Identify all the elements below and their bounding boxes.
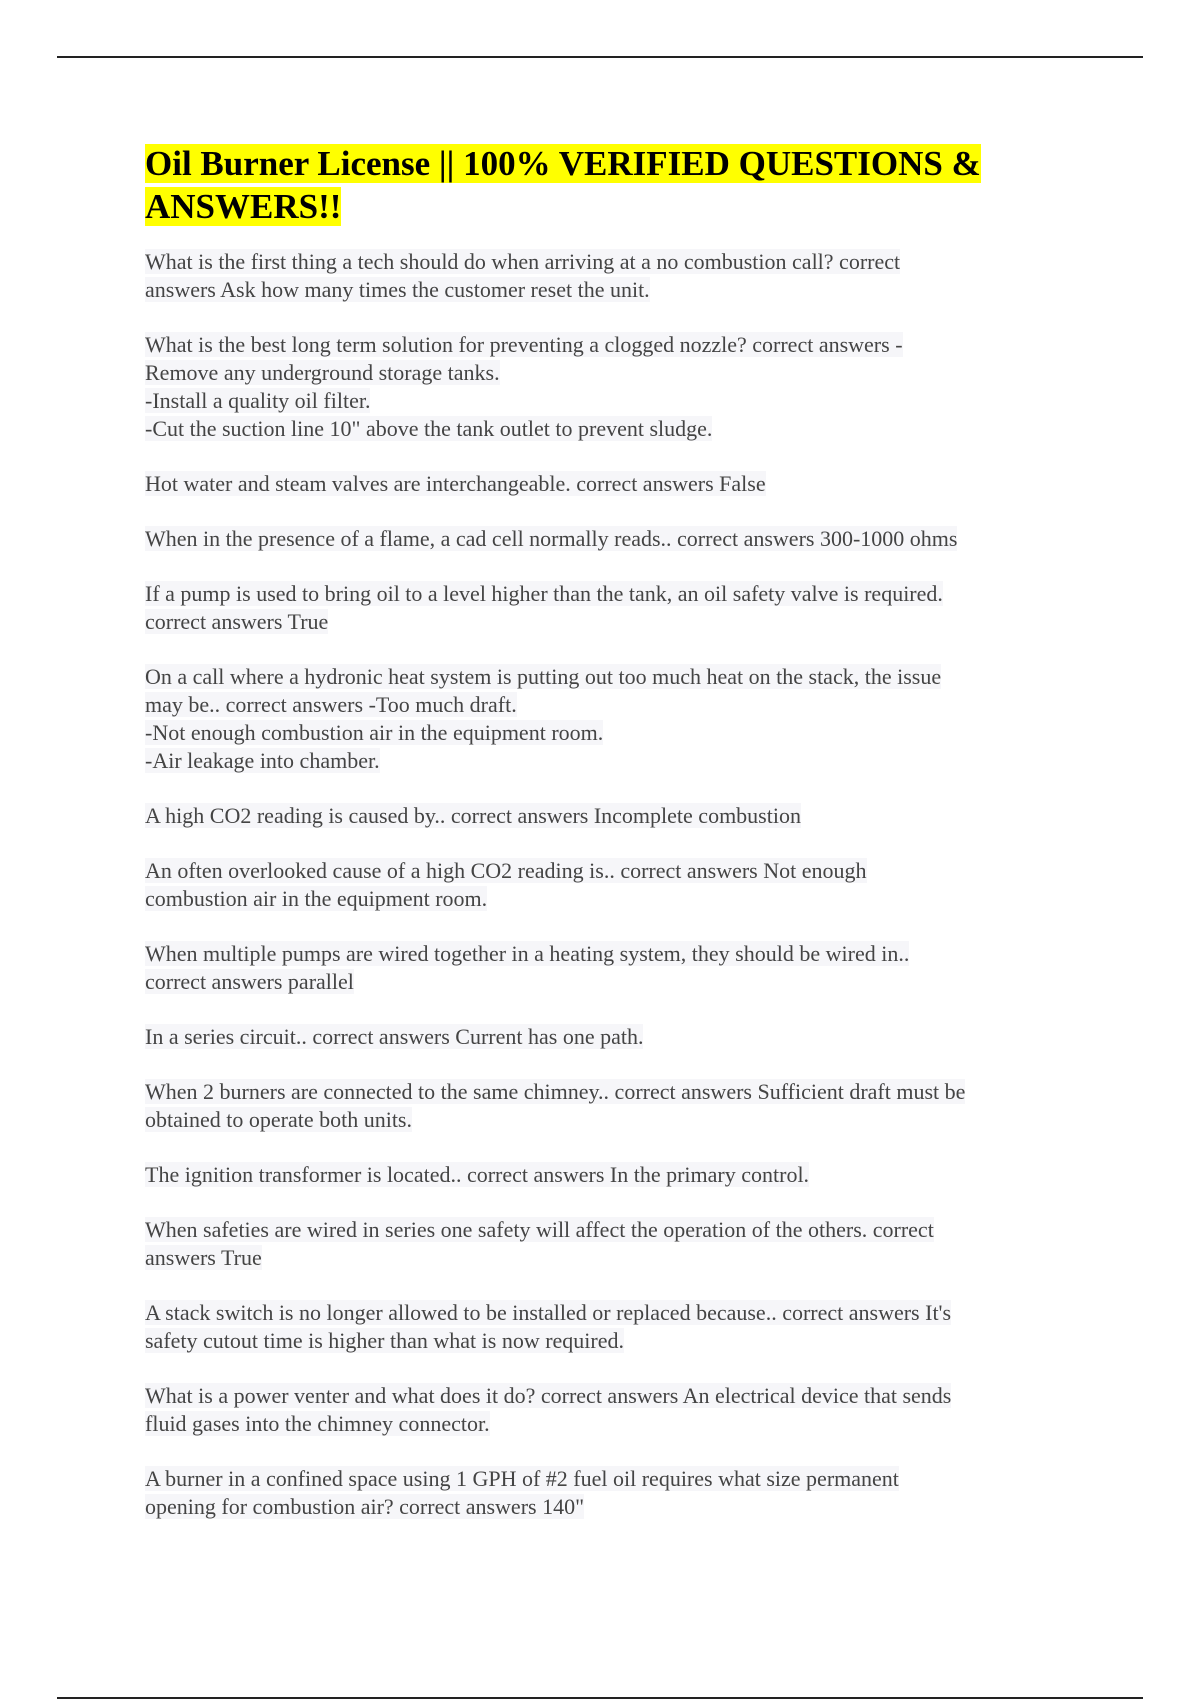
qa-text: may be.. correct answers -Too much draft. [145, 692, 517, 717]
qa-text: If a pump is used to bring oil to a level higher than the tank, an oil safety valve is required. [145, 581, 943, 606]
qa-line [145, 415, 1065, 443]
qa-line [145, 747, 1065, 775]
qa-line [145, 1493, 1065, 1521]
qa-item [145, 470, 1065, 498]
qa-line [145, 359, 1065, 387]
qa-text: What is the first thing a tech should do when arriving at a no combustion call? correct [145, 249, 901, 274]
qa-line [145, 525, 1065, 553]
qa-item [145, 1161, 1065, 1189]
qa-item [145, 802, 1065, 830]
qa-item [145, 940, 1065, 996]
qa-line [145, 387, 1065, 415]
qa-text: combustion air in the equipment room. [145, 886, 488, 911]
qa-text: answers Ask how many times the customer reset the unit. [145, 277, 650, 302]
document-body [145, 142, 1065, 1548]
qa-text: answers True [145, 1245, 262, 1270]
qa-item [145, 1216, 1065, 1272]
qa-text: opening for combustion air? correct answers 140" [145, 1494, 585, 1519]
qa-text: -Air leakage into chamber. [145, 748, 380, 773]
qa-text: What is the best long term solution for preventing a clogged nozzle? correct answers - [145, 332, 903, 357]
qa-line [145, 248, 1065, 276]
qa-line [145, 1216, 1065, 1244]
qa-line [145, 470, 1065, 498]
qa-item [145, 857, 1065, 913]
qa-text: correct answers True [145, 609, 329, 634]
qa-line [145, 1078, 1065, 1106]
qa-list [145, 248, 1065, 1521]
qa-item [145, 331, 1065, 443]
qa-line [145, 719, 1065, 747]
qa-line [145, 276, 1065, 304]
qa-line [145, 1244, 1065, 1272]
qa-text: What is a power venter and what does it do? correct answers An electrical device that sends [145, 1383, 952, 1408]
qa-item [145, 248, 1065, 304]
qa-text: obtained to operate both units. [145, 1107, 412, 1132]
qa-text: On a call where a hydronic heat system is putting out too much heat on the stack, the issue [145, 664, 942, 689]
qa-line [145, 968, 1065, 996]
qa-text: When safeties are wired in series one safety will affect the operation of the others. correct [145, 1217, 934, 1242]
qa-text: A burner in a confined space using 1 GPH of #2 fuel oil requires what size permanent [145, 1466, 899, 1491]
qa-text: -Not enough combustion air in the equipment room. [145, 720, 604, 745]
qa-text: A high CO2 reading is caused by.. correct answers Incomplete combustion [145, 803, 801, 828]
top-rule [57, 56, 1143, 58]
qa-text: safety cutout time is higher than what is now required. [145, 1328, 624, 1353]
qa-item [145, 1465, 1065, 1521]
qa-item [145, 1078, 1065, 1134]
qa-text: Hot water and steam valves are interchangeable. correct answers False [145, 471, 766, 496]
qa-text: When in the presence of a flame, a cad cell normally reads.. correct answers 300-1000 ohms [145, 526, 958, 551]
qa-line [145, 802, 1065, 830]
qa-text: Remove any underground storage tanks. [145, 360, 500, 385]
qa-line [145, 940, 1065, 968]
qa-line [145, 663, 1065, 691]
qa-text: A stack switch is no longer allowed to be installed or replaced because.. correct answers It's [145, 1300, 952, 1325]
qa-text: fluid gases into the chimney connector. [145, 1411, 490, 1436]
qa-item [145, 1299, 1065, 1355]
qa-item [145, 525, 1065, 553]
qa-line [145, 1382, 1065, 1410]
qa-line [145, 1410, 1065, 1438]
qa-line [145, 1327, 1065, 1355]
qa-text: The ignition transformer is located.. correct answers In the primary control. [145, 1162, 810, 1187]
qa-text: An often overlooked cause of a high CO2 reading is.. correct answers Not enough [145, 858, 867, 883]
qa-text: When multiple pumps are wired together in a heating system, they should be wired in.. [145, 941, 910, 966]
qa-line [145, 1023, 1065, 1051]
qa-item [145, 1023, 1065, 1051]
qa-text: -Install a quality oil filter. [145, 388, 371, 413]
qa-line [145, 580, 1065, 608]
qa-text: In a series circuit.. correct answers Current has one path. [145, 1024, 644, 1049]
qa-line [145, 1299, 1065, 1327]
qa-item [145, 1382, 1065, 1438]
qa-line [145, 1106, 1065, 1134]
qa-item [145, 663, 1065, 775]
qa-line [145, 1161, 1065, 1189]
bottom-rule [57, 1697, 1143, 1699]
qa-line [145, 608, 1065, 636]
qa-line [145, 857, 1065, 885]
title-highlight: Oil Burner License || 100% VERIFIED QUESTIONS & ANSWERS!! [145, 144, 981, 226]
qa-text: correct answers parallel [145, 969, 354, 994]
qa-line [145, 691, 1065, 719]
qa-line [145, 1465, 1065, 1493]
document-title [145, 142, 1065, 228]
qa-line [145, 331, 1065, 359]
qa-text: When 2 burners are connected to the same chimney.. correct answers Sufficient draft must be [145, 1079, 966, 1104]
qa-line [145, 885, 1065, 913]
qa-item [145, 580, 1065, 636]
qa-text: -Cut the suction line 10" above the tank outlet to prevent sludge. [145, 416, 713, 441]
